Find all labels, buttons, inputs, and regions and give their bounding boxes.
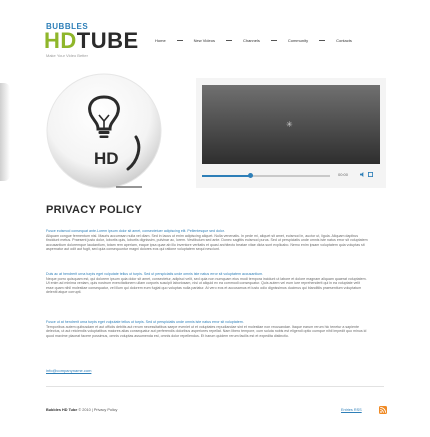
player-controls xyxy=(202,170,380,182)
progress-handle[interactable] xyxy=(248,173,253,178)
nav-new-videos[interactable]: New Videos xyxy=(193,38,215,43)
policy-paragraph xyxy=(46,272,368,295)
tagline: Make Your Video Better xyxy=(46,53,88,58)
footer-copyright xyxy=(46,408,117,412)
progress-track[interactable] xyxy=(202,175,330,177)
entries-rss-link[interactable]: Entries RSS xyxy=(341,408,362,412)
paragraph-body: Neque porro quisquam est, qui dolorem ipsum quia dolor sit amet, consectetur, adipisci velit, sed quia non numquam eius modi tempora incidunt ut labore et dolore magnam aliquam quaerat voluptatem. Ut enim ad minima veniam, quis nostrum exercitationem ullam corporis suscipit laboriosam, nisi ut aliquid ex ea commodi consequatur. Quis autem vel eum iure reprehenderit qui in ea voluptate velit esse quam nihil molestiae consequatur, vel illum qui dolorem eum fugiat quo voluptas nulla pariatur. At vero eos et accusamus et iusto odio dignissimos ducimus qui blanditiis praesentium voluptatum deleniti atque corrupti. xyxy=(46,276,367,295)
progress-fill xyxy=(202,175,251,177)
video-player[interactable] xyxy=(196,78,386,188)
paragraph-lead: Duis ac at hendrerit urna turpis eget vulputate tellus ut turpis. Sed ut perspiciatis unde omnis iste natus error sit voluptatem accusantium. xyxy=(46,272,264,276)
nav-separator xyxy=(271,40,277,41)
page-title: PRIVACY POLICY xyxy=(46,204,143,216)
paragraph-body: Aliquam congue fermentum nisl. Mauris accumsan nulla vel diam. Sed in lacus ut enim adipiscing aliquet. Nulla venenatis. In pede mi, aliquet sit amet, euismod in, auctor ut, ligula. Aliquam dapibus tincidunt metus. Praesent justo dolor, lobortis quis, lobortis dignissim, pulvinar ac, lorem. Vestibulum sed ante. Donec sagittis euismod purus. Sed ut perspiciatis unde omnis iste natus error sit voluptatem accusantium doloremque laudantium, totam rem aperiam, eaque ipsa quae ab illo inventore veritatis et quasi architecto beatae vitae dicta sunt explicabo. Nemo enim ipsam voluptatem quia voluptas sit aspernatur aut odit aut fugit, sed quia consequuntur magni dolores eos qui ratione voluptatem sequi nesciunt. xyxy=(46,233,368,252)
main-nav xyxy=(155,38,352,43)
video-screen[interactable] xyxy=(202,85,380,164)
nav-contacts[interactable]: Contacts xyxy=(336,38,352,43)
nav-home[interactable]: Home xyxy=(155,38,166,43)
footer-divider xyxy=(46,386,384,387)
policy-paragraph xyxy=(46,320,368,338)
contact-email-link[interactable]: info@companyname.com xyxy=(46,368,92,373)
nav-separator xyxy=(177,40,183,41)
footer-copy-text[interactable]: © 2010 | Privacy Policy xyxy=(78,408,118,412)
nav-separator xyxy=(319,40,325,41)
loading-icon: ✳ xyxy=(286,120,293,129)
brand-top: BUBBLES xyxy=(46,22,89,31)
fullscreen-icon[interactable] xyxy=(368,172,373,177)
hd-bulb-bubble xyxy=(40,73,168,195)
nav-separator xyxy=(226,40,232,41)
site-logo[interactable] xyxy=(44,30,139,52)
nav-community[interactable]: Community xyxy=(287,38,309,43)
paragraph-lead: Fusce euismod consequat ante.Lorem ipsum dolor sit amet, consectetuer adipiscing elit. Pellentesque sed dolor. xyxy=(46,229,225,233)
paragraph-lead: Fusce ut at hendrerit urna turpis eget vulputate tellus ut turpis. Sed ut perspiciatis unde omnis iste natus error sit voluptatem. xyxy=(46,320,244,324)
logo-hd: HD xyxy=(44,28,77,53)
decorative-bubble-edge xyxy=(0,83,10,181)
nav-channels[interactable]: Channels xyxy=(242,38,260,43)
logo-tube: TUBE xyxy=(76,28,139,53)
rss-icon[interactable] xyxy=(379,406,387,414)
policy-paragraph xyxy=(46,229,368,252)
paragraph-body: Temporibus autem quibusdam et aut officiis debitis aut rerum necessitatibus saepe eveniet ut et voluptates repudiandae sint et molestiae non recusandae. Itaque earum rerum hic tenetur a sapiente delectus, ut aut reiciendis voluptatibus maiores alias consequatur aut perferendis doloribus asperiores repellat. Nam libero tempore, cum soluta nobis est eligendi optio cumque nihil impedit quo minus id quod maxime placeat facere possimus, omnis voluptas assumenda est, omnis dolor repellendus. Et harum quidem rerum facilis est et expedita distinctio. xyxy=(46,324,367,338)
hd-badge-text: HD xyxy=(94,149,119,168)
volume-icon[interactable] xyxy=(360,172,365,177)
footer-brand: Bubbles HD Tube xyxy=(46,408,78,412)
time-display: 00:00 xyxy=(338,172,349,177)
